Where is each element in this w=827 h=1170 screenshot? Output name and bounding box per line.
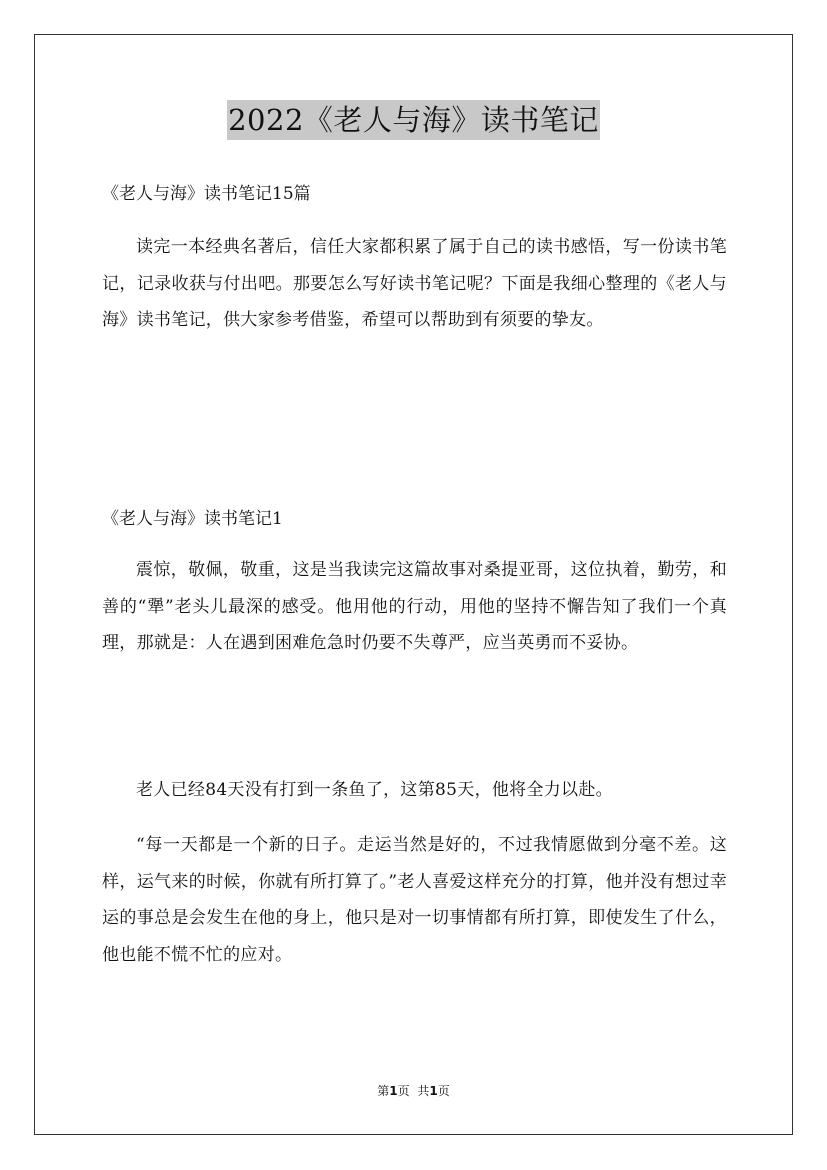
- body-paragraph-1: 震惊，敬佩，敬重，这是当我读完这篇故事对桑提亚哥，这位执着，勤劳，和善的“犟”老头儿最深的感受。他用他的行动，用他的坚持不懈告知了我们一个真理，那就是：人在遇到困难危急时仍要不失尊严，应当英勇而不妥协。: [102, 560, 727, 654]
- total-pages: 1: [429, 1084, 438, 1098]
- page-footer: [0, 1082, 827, 1100]
- page-suffix: 页: [397, 1084, 410, 1098]
- body-paragraph-3: “每一天都是一个新的日子。走运当然是好的，不过我情愿做到分毫不差。这样，运气来的时候，你就有所打算了。”老人喜爱这样充分的打算，他并没有想过幸运的事总是会发生在他的身上，他只是对一切事情都有所打算，即使发生了什么，他也能不慌不忙的应对。: [102, 835, 727, 965]
- page-prefix: 第: [377, 1084, 390, 1098]
- total-prefix: 共: [417, 1084, 430, 1098]
- document-subtitle: 《老人与海》读书笔记15篇: [102, 184, 311, 204]
- intro-paragraph: 读完一本经典名著后，信任大家都积累了属于自己的读书感悟，写一份读书笔记，记录收获与付出吧。那要怎么写好读书笔记呢？下面是我细心整理的《老人与海》读书笔记，供大家参考借鉴，希望可以帮助到有须要的挚友。: [102, 237, 727, 331]
- document-title: 2022《老人与海》读书笔记: [227, 100, 600, 140]
- title-container: [0, 100, 827, 140]
- page-number: 1: [389, 1084, 398, 1098]
- total-suffix: 页: [437, 1084, 450, 1098]
- section-heading: 《老人与海》读书笔记1: [102, 509, 283, 529]
- body-paragraph-2: 老人已经84天没有打到一条鱼了，这第85天，他将全力以赴。: [136, 780, 613, 800]
